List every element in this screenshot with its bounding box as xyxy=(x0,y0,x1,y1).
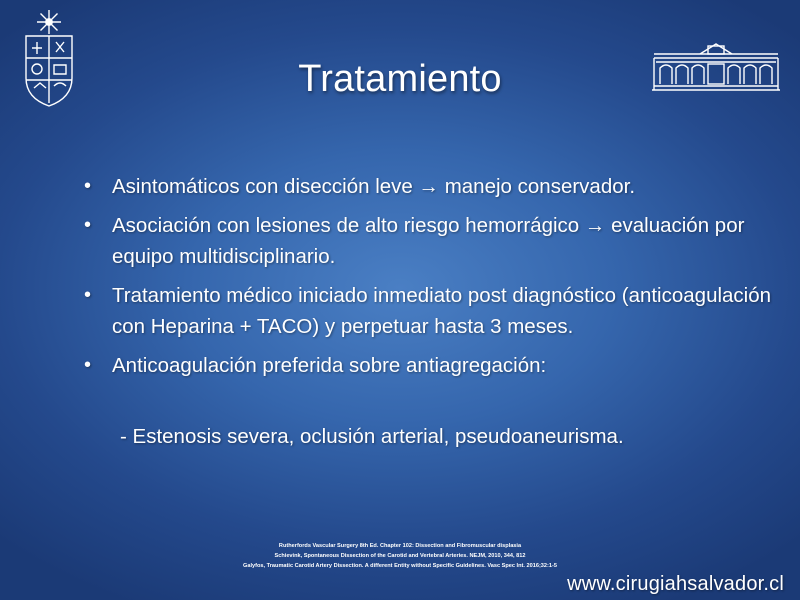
reference-line: Schievink, Spontaneous Dissection of the Carotid and Vertebral Arteries. NEJM, 2010, 344, 812 xyxy=(274,553,526,559)
bullet-text: Asociación con lesiones de alto riesgo hemorrágico → evaluación por equipo multidisciplinario. xyxy=(112,214,745,268)
bullet-item xyxy=(82,171,772,202)
bullet-marker: • xyxy=(84,175,92,197)
bullet-marker: • xyxy=(84,354,92,376)
bullet-item xyxy=(82,280,772,342)
sub-item: - Estenosis severa, oclusión arterial, pseudoaneurisma. xyxy=(120,425,624,448)
bullet-marker: • xyxy=(84,284,92,306)
bullet-text: Anticoagulación preferida sobre antiagregación: xyxy=(112,354,547,377)
website-url: www.cirugiahsalvador.cl xyxy=(567,573,784,595)
bullet-marker: • xyxy=(84,214,92,236)
reference-line: Galyfos, Traumatic Carotid Artery Dissection. A different Entity without Specific Guidelines. Vasc Spec Int. 2016;32:1-5 xyxy=(243,563,557,569)
bullet-list xyxy=(82,171,772,389)
slide-title: Tratamiento xyxy=(298,58,502,100)
bullet-text: Asintomáticos con disección leve → manejo conservador. xyxy=(112,175,636,198)
reference-line: Rutherfords Vascular Surgery 8th Ed. Chapter 102: Dissection and Fibromuscular displasia xyxy=(278,543,522,549)
bullet-item xyxy=(82,350,772,381)
references xyxy=(150,541,650,571)
bullet-item xyxy=(82,210,772,272)
bullet-text: Tratamiento médico iniciado inmediato post diagnóstico (anticoagulación con Heparina + TACO) y perpetuar hasta 3 meses. xyxy=(112,284,772,338)
